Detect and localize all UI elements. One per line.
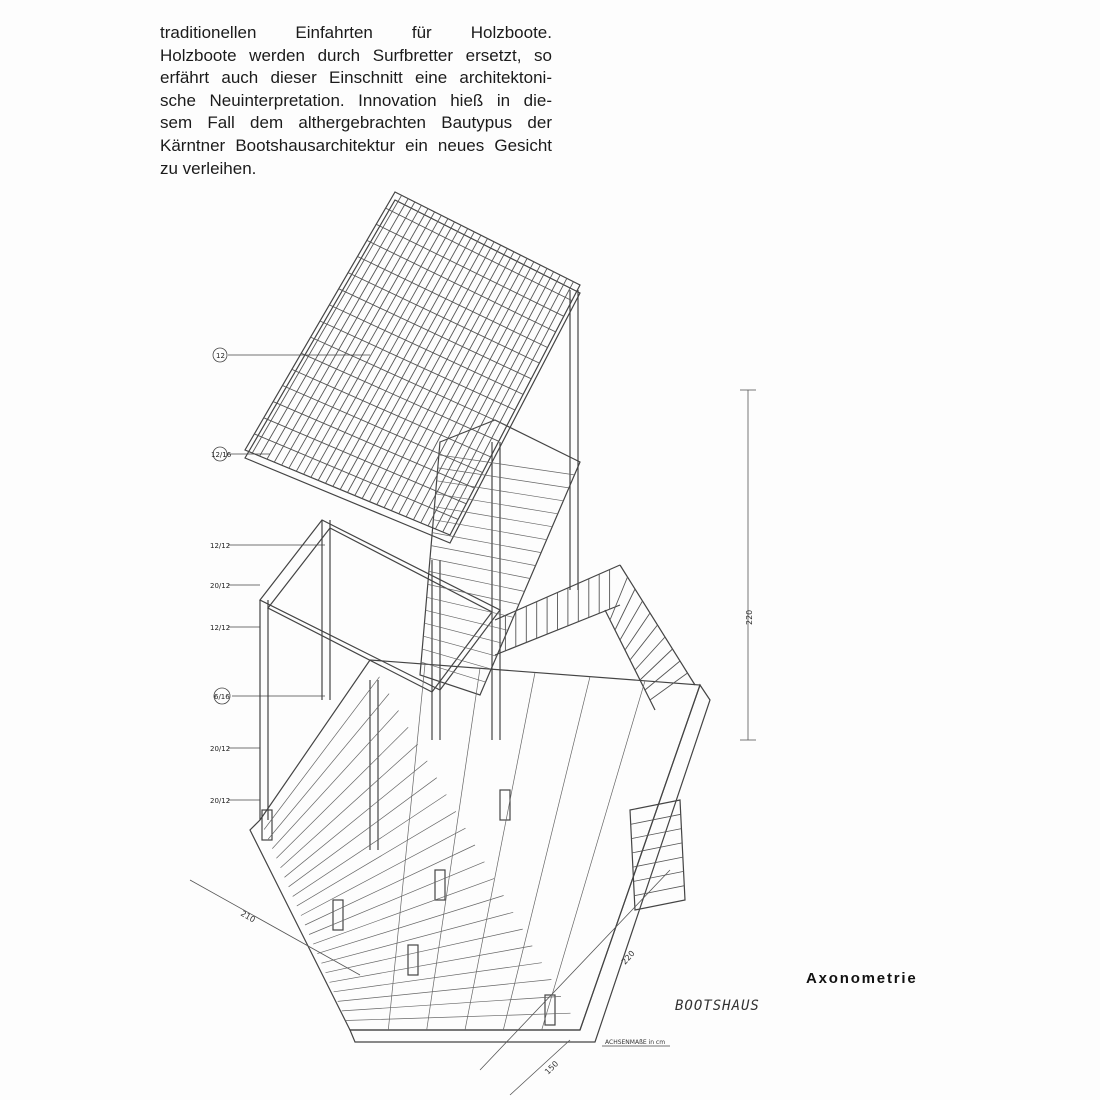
deck-joist	[427, 668, 480, 1030]
side-stair-tread	[634, 871, 684, 881]
stair-tread	[620, 601, 643, 640]
deck-board	[338, 980, 552, 1002]
deck-boards	[264, 664, 645, 1030]
scale-note: ACHSENMAßE in cm	[605, 1039, 666, 1046]
text-line: zu verleihen.	[160, 158, 257, 178]
drawing-title-stamp: BOOTSHAUS	[675, 998, 760, 1014]
section-tag: 12	[216, 352, 225, 360]
roof-batten	[386, 208, 572, 301]
section-tag: 20/12	[210, 797, 231, 805]
deck-board	[330, 946, 533, 982]
section-tag: 6/16	[214, 693, 230, 701]
deck-joist	[388, 664, 425, 1030]
section-tags	[210, 352, 232, 805]
stair-tread	[625, 613, 650, 650]
deck-board	[313, 879, 494, 945]
deck-edge	[350, 685, 710, 1042]
text-line: traditionellen Einfahrten für Holzboote.	[160, 23, 552, 42]
stair-tread	[610, 577, 628, 620]
text-line: sche Neuinterpretation. Innovation hieß in die-	[160, 90, 552, 110]
side-stair-tread	[633, 857, 683, 867]
stair-tread	[650, 673, 688, 700]
dimension-width: 210	[239, 908, 257, 925]
upper-frame	[260, 520, 500, 690]
stair-tread	[645, 661, 680, 690]
pile	[435, 870, 445, 900]
side-stair-tread	[631, 829, 681, 839]
stair-tread	[640, 649, 673, 680]
pile	[408, 945, 418, 975]
text-line: Holzboote werden durch Surfbretter ersetzt, so	[160, 45, 552, 65]
section-tag: 12/12	[210, 542, 231, 550]
deck-board	[301, 828, 466, 915]
side-stair-tread	[631, 814, 681, 824]
pile	[333, 900, 343, 930]
text-line: erfährt auch dieser Einschnitt eine architektoni-	[160, 68, 552, 88]
deck-board	[342, 996, 561, 1011]
dimension-depth: 220	[619, 948, 637, 967]
pile	[500, 790, 510, 820]
stair-treads	[505, 570, 687, 700]
deck-board	[346, 1013, 571, 1020]
section-tag: 12/12	[210, 624, 231, 632]
mezzanine-board	[439, 455, 575, 475]
section-tag: 20/12	[210, 745, 231, 753]
section-tag: 12/16	[211, 451, 232, 459]
side-stair-tread	[632, 843, 682, 853]
deck-board	[334, 963, 542, 992]
stair-tread	[630, 625, 658, 660]
dimension-depth-bottom: 150	[543, 1059, 561, 1077]
stair-tread	[635, 637, 665, 670]
upper-frame-inner	[268, 528, 492, 692]
mezzanine-boards	[421, 455, 574, 682]
dimension-height: 220	[745, 609, 754, 625]
deck-board	[268, 694, 389, 840]
text-line: Kärntner Bootshausarchitektur ein neues Gesicht	[160, 135, 552, 155]
text-line: sem Fall dem althergebrachten Bautypus der	[160, 113, 552, 133]
deck-joist	[542, 681, 645, 1030]
body-text	[160, 22, 552, 180]
figure-caption: Axonometrie	[806, 970, 918, 987]
section-tag: 20/12	[210, 582, 231, 590]
deck-board	[309, 862, 484, 935]
side-stair-tread	[634, 886, 684, 896]
stair-tread	[615, 589, 635, 630]
deck-joist	[503, 677, 590, 1030]
deck-board	[281, 744, 418, 868]
axonometric-drawing	[150, 180, 790, 1100]
deck-board	[305, 845, 475, 925]
deck-board	[272, 711, 398, 849]
